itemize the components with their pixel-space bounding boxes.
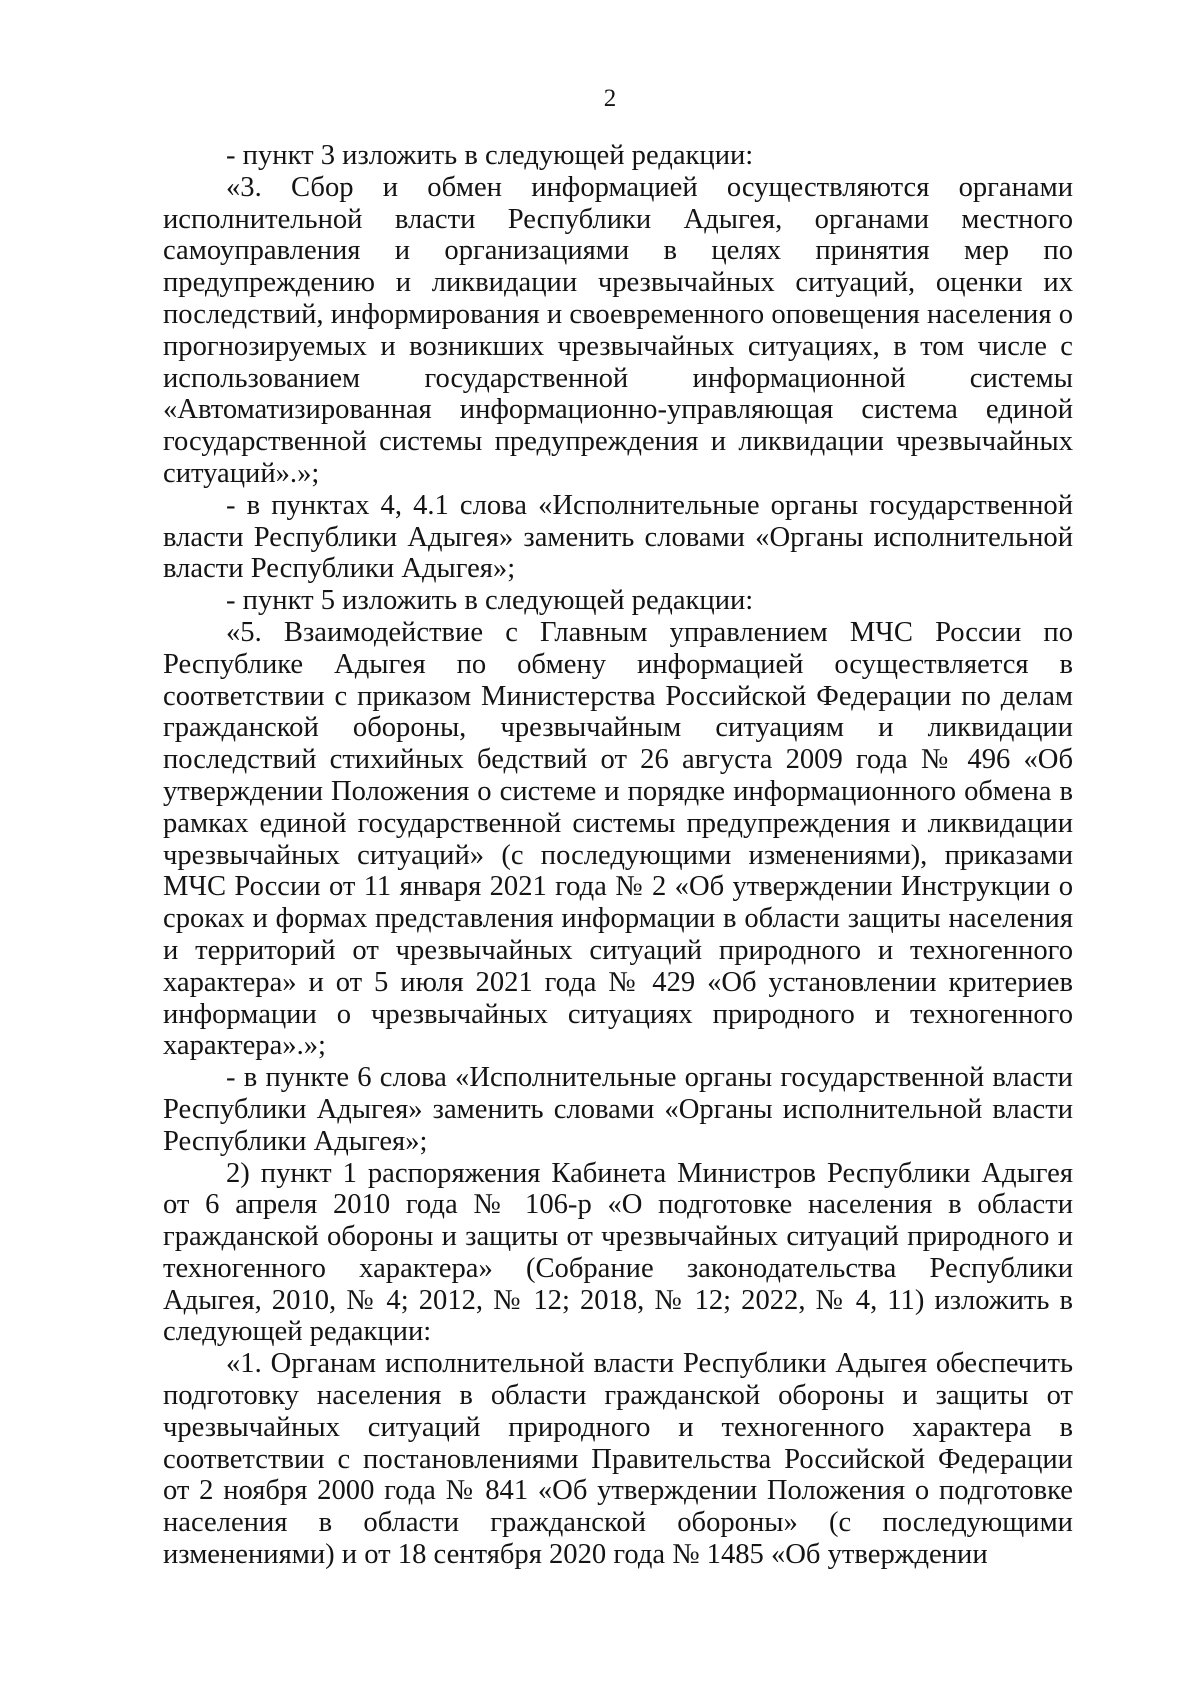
paragraph-item-6-replacement: - в пункте 6 слова «Исполнительные органы государственной власти Республики Адыгея» заменить словами «Органы исполнительной власти Республики Адыгея»;: [163, 1062, 1073, 1157]
paragraph-item-5-text: «5. Взаимодействие с Главным управлением МЧС России по Республике Адыгея по обмену информацией осуществляется в соответствии с приказом Министерства Российской Федерации по делам гражданской обороны, чрезвычайным ситуациям и ликвидации последствий стихийных бедствий от 26 августа 2009 года № 496 «Об утверждении Положения о системе и порядке информационного обмена в рамках единой государственной системы предупреждения и ликвидации чрезвычайных ситуаций» (с последующими изменениями), приказами МЧС России от 11 января 2021 года № 2 «Об утверждении Инструкции о сроках и формах представления информации в области защиты населения и территорий от чрезвычайных ситуаций природного и техногенного характера» и от 5 июля 2021 года № 429 «Об установлении критериев информации о чрезвычайных ситуациях природного и техногенного характера».»;: [163, 616, 1073, 1062]
paragraph-item-1-text: «1. Органам исполнительной власти Республики Адыгея обеспечить подготовку населения в области гражданской обороны и защиты от чрезвычайных ситуаций природного и техногенного характера в соответствии с постановлениями Правительства Российской Федерации от 2 ноября 2000 года № 841 «Об утверждении Положения о подготовке населения в области гражданской обороны» (с последующими изменениями) и от 18 сентября 2020 года № 1485 «Об утверждении: [163, 1348, 1073, 1571]
paragraph-order-106-r-amendment: 2) пункт 1 распоряжения Кабинета Министров Республики Адыгея от 6 апреля 2010 года № 106-р «О подготовке населения в области гражданской обороны и защиты от чрезвычайных ситуаций природного и техногенного характера» (Собрание законодательства Республики Адыгея, 2010, № 4; 2012, № 12; 2018, № 12; 2022, № 4, 11) изложить в следующей редакции:: [163, 1157, 1073, 1348]
paragraph-items-4-4-1-replacement: - в пунктах 4, 4.1 слова «Исполнительные органы государственной власти Республики Адыгея» заменить словами «Органы исполнительной власти Республики Адыгея»;: [163, 489, 1073, 585]
paragraph-item-3-text: «3. Сбор и обмен информацией осуществляются органами исполнительной власти Республики Адыгея, органами местного самоуправления и организациями в целях принятия мер по предупреждению и ликвидации чрезвычайных ситуаций, оценки их последствий, информирования и своевременного оповещения населения о прогнозируемых и возникших чрезвычайных ситуациях, в том числе с использованием государственной информационной системы «Автоматизированная информационно-управляющая система единой государственной системы предупреждения и ликвидации чрезвычайных ситуаций».»;: [163, 171, 1073, 489]
paragraph-item-5-amendment-intro: - пункт 5 изложить в следующей редакции:: [226, 585, 754, 617]
document-body: [163, 140, 1073, 1571]
page-number: 2: [603, 85, 617, 112]
paragraph-item-3-amendment-intro: - пункт 3 изложить в следующей редакции:: [226, 140, 754, 171]
